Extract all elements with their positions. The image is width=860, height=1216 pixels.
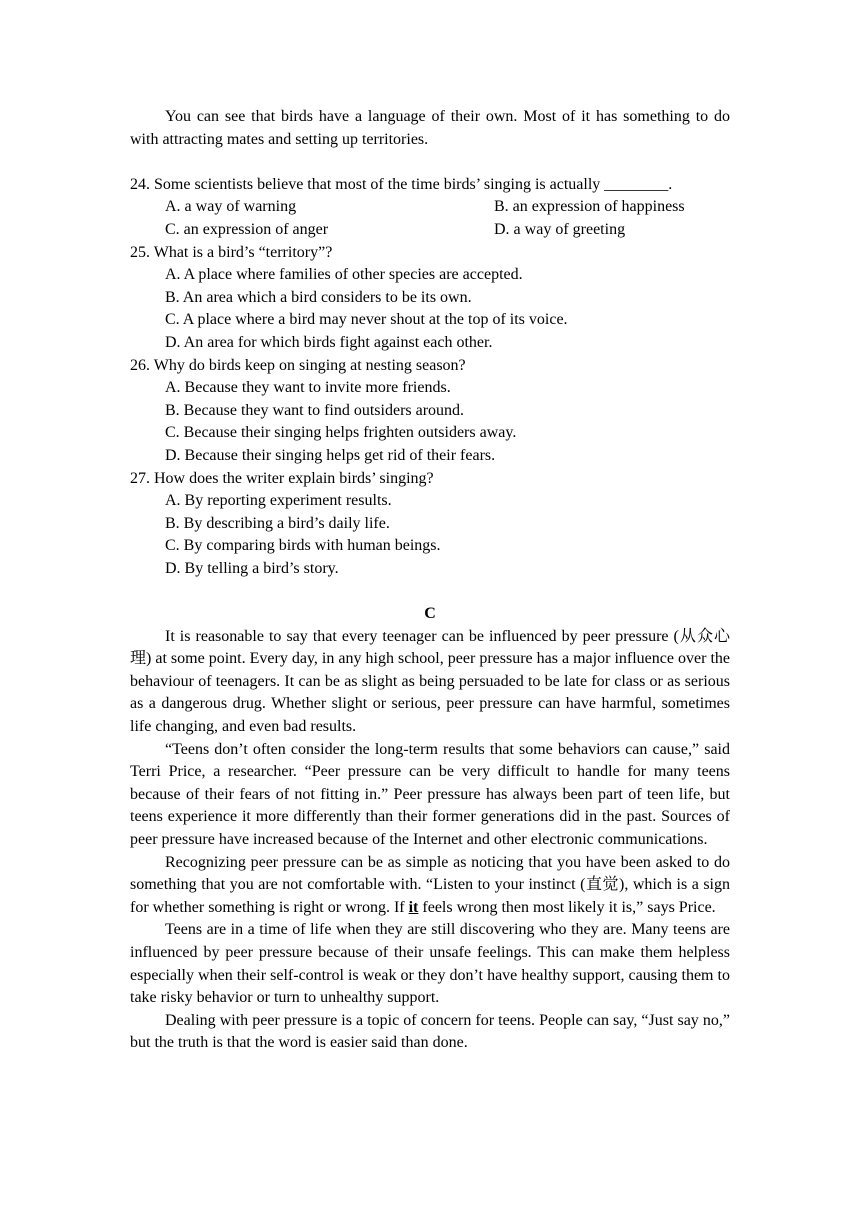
question-stem: 25. What is a bird’s “territory”?	[130, 243, 333, 261]
question-25	[130, 242, 730, 355]
question-stem: 26. Why do birds keep on singing at nesting season?	[130, 356, 466, 374]
option-a: A. a way of warning	[165, 198, 297, 216]
option-b: B. an expression of happiness	[494, 198, 685, 216]
document-content	[130, 106, 730, 1055]
option-c: C. Because their singing helps frighten outsiders away.	[165, 424, 517, 442]
question-stem: 27. How does the writer explain birds’ singing?	[130, 469, 434, 487]
spacer	[130, 151, 730, 174]
question-27	[130, 468, 730, 581]
passage-paragraph-3	[130, 852, 730, 920]
option-c: C. By comparing birds with human beings.	[165, 537, 441, 555]
passage-paragraph-5: Dealing with peer pressure is a topic of concern for teens. People can say, “Just say no,” but the truth is that the word is easier said than done.	[130, 1011, 730, 1052]
question-stem: 24. Some scientists believe that most of the time birds’ singing is actually ________.	[130, 175, 673, 193]
option-d: D. An area for which birds fight against each other.	[165, 333, 493, 351]
option-b: B. An area which a bird considers to be its own.	[165, 288, 472, 306]
option-d: D. By telling a bird’s story.	[165, 559, 339, 577]
question-24	[130, 174, 730, 242]
option-a: A. Because they want to invite more friends.	[165, 379, 451, 397]
question-26	[130, 355, 730, 468]
paragraph-text: feels wrong then most likely it is,” says Price.	[418, 898, 716, 916]
passage-paragraph-1: It is reasonable to say that every teenager can be influenced by peer pressure (从众心理) at some point. Every day, in any high school, peer pressure has a major influence over the behaviour of teenagers. It can be as slight as being persuaded to be late for class or as serious as a dangerous drug. Whether slight or serious, peer pressure can have harmful, sometimes life changing, and even bad results.	[130, 627, 730, 736]
underlined-word: it	[408, 898, 419, 916]
passage-paragraph-2: “Teens don’t often consider the long-term results that some behaviors can cause,” said Terri Price, a researcher. “Peer pressure can be very difficult to handle for many teens because of their fears of not fitting in.” Peer pressure has always been part of teen life, but teens experience it more differently than their former generations did in the past. Sources of peer pressure have increased because of the Internet and other electronic communications.	[130, 740, 730, 848]
option-c: C. an expression of anger	[165, 220, 329, 238]
passage-paragraph-4: Teens are in a time of life when they are still discovering who they are. Many teens are influenced by peer pressure because of their unsafe feelings. This can make them helpless especially when their self-control is weak or they don’t have healthy support, causing them to take risky behavior or turn to unhealthy support.	[130, 921, 730, 1007]
section-title: C	[424, 605, 436, 623]
option-d: D. a way of greeting	[494, 220, 626, 238]
option-row	[130, 196, 730, 219]
option-a: A. By reporting experiment results.	[165, 492, 392, 510]
option-c: C. A place where a bird may never shout at the top of its voice.	[165, 311, 568, 329]
option-d: D. Because their singing helps get rid of their fears.	[165, 446, 496, 464]
intro-paragraph: You can see that birds have a language of their own. Most of it has something to do with attracting mates and setting up territories.	[130, 108, 730, 148]
option-a: A. A place where families of other species are accepted.	[165, 266, 523, 284]
option-b: B. Because they want to find outsiders around.	[165, 401, 465, 419]
paragraph-text: Recognizing peer pressure can be as simple as noticing that you have been asked to do something that you are not comfortable with. “Listen to your instinct (直觉), which is a sign for whether something is right or wrong. If	[130, 853, 730, 916]
spacer	[130, 580, 730, 603]
option-row	[130, 219, 730, 242]
option-b: B. By describing a bird’s daily life.	[165, 514, 390, 532]
